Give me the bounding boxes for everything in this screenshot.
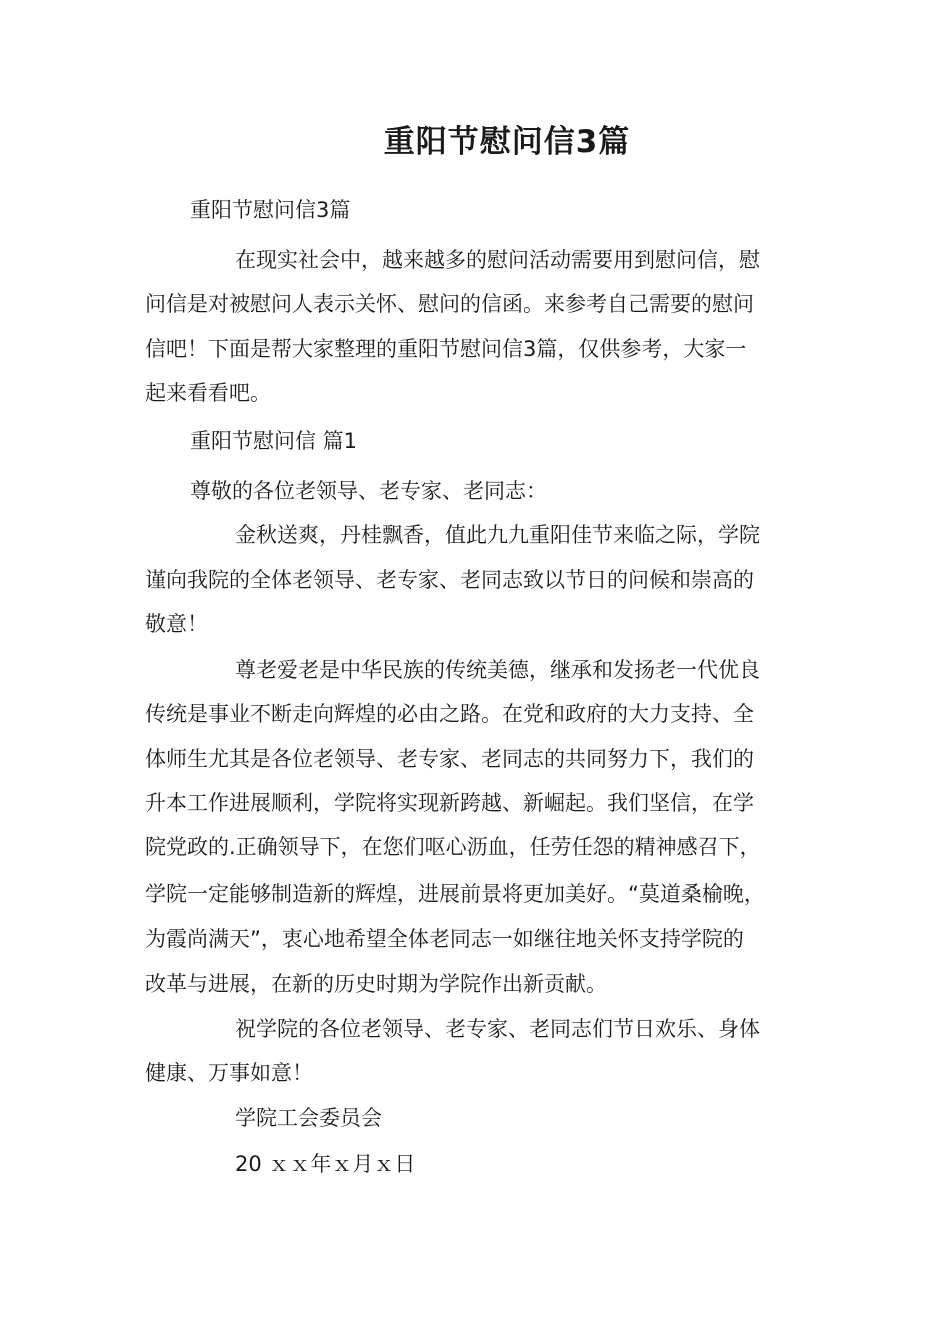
salutation: 尊敬的各位老领导、老专家、老同志： — [190, 479, 547, 503]
document-title: 重阳节慰问信3篇 — [383, 124, 631, 160]
para1-line-1: 金秋送爽，丹桂飘香，值此九九重阳佳节来临之际，学院 — [235, 523, 760, 547]
para3-line-1: 祝学院的各位老领导、老专家、老同志们节日欢乐、身体 — [235, 1017, 760, 1041]
intro-line-4: 起来看看吧。 — [145, 381, 271, 405]
para3-line-2: 健康、万事如意！ — [145, 1061, 313, 1085]
para2-line-3: 体师生尤其是各位老领导、老专家、老同志的共同努力下，我们的 — [145, 747, 754, 771]
para2-line-2: 传统是事业不断走向辉煌的必由之路。在党和政府的大力支持、全 — [145, 702, 754, 726]
intro-line-1: 在现实社会中，越来越多的慰问活动需要用到慰问信，慰 — [235, 248, 760, 272]
intro-line-3: 信吧！下面是帮大家整理的重阳节慰问信3篇，仅供参考，大家一 — [145, 337, 747, 361]
para2-line-6: 学院一定能够制造新的辉煌，进展前景将更加美好。“莫道桑榆晚， — [145, 882, 765, 906]
para2-line-5: 院党政的.正确领导下，在您们呕心沥血，任劳任怨的精神感召下， — [145, 835, 761, 859]
intro-line-2: 问信是对被慰问人表示关怀、慰问的信函。来参考自己需要的慰问 — [145, 292, 754, 316]
para2-line-7: 为霞尚满天”，衷心地希望全体老同志一如继往地关怀支持学院的 — [145, 927, 744, 951]
signature-org: 学院工会委员会 — [235, 1106, 382, 1130]
subtitle-line: 重阳节慰问信3篇 — [190, 198, 351, 222]
para2-line-1: 尊老爱老是中华民族的传统美德，继承和发扬老一代优良 — [235, 658, 760, 682]
para1-line-3: 敬意！ — [145, 612, 208, 636]
para2-line-8: 改革与进展，在新的历史时期为学院作出新贡献。 — [145, 972, 607, 996]
section-heading: 重阳节慰问信 篇1 — [190, 429, 358, 453]
signature-date: 20 ｘｘ年ｘ月ｘ日 — [235, 1152, 416, 1176]
para2-line-4: 升本工作进展顺利，学院将实现新跨越、新崛起。我们坚信，在学 — [145, 791, 754, 815]
para1-line-2: 谨向我院的全体老领导、老专家、老同志致以节日的问候和崇高的 — [145, 568, 754, 592]
